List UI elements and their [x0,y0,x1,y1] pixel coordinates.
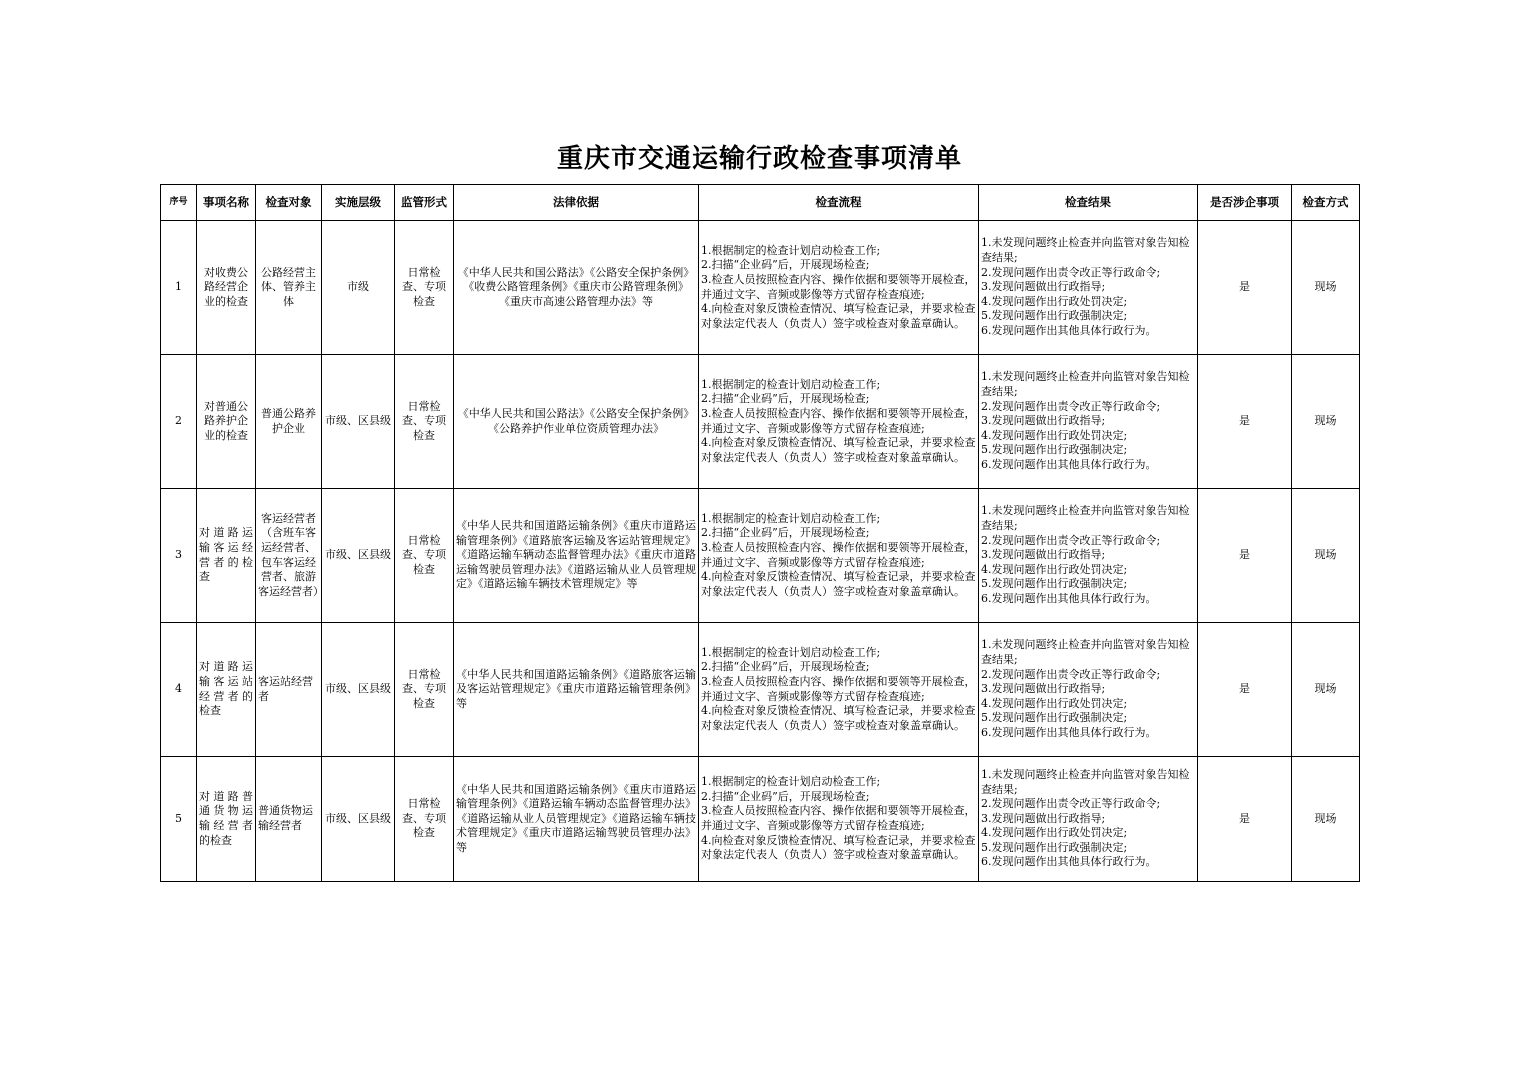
result-item: 5.发现问题作出行政强制决定; [981,840,1128,854]
result-item: 6.发现问题作出其他具体行政行为。 [981,855,1157,869]
row-name: 对普通公路养护企业的检查 [197,355,256,489]
row-process [699,221,979,355]
row-result [979,221,1198,355]
row-name: 对道路运输客运经营者的检查 [197,489,256,623]
process-step: 4.向检查对象反馈检查情况、填写检查记录，并要求检查对象法定代表人（负责人）签字或检查对象盖章确认。 [701,570,976,598]
process-step: 1.根据制定的检查计划启动检查工作; [701,645,881,659]
result-item: 2.发现问题作出责令改正等行政命令; [981,399,1161,413]
row-form: 日常检查、专项检查 [395,757,454,882]
row-basis: 《中华人民共和国道路运输条例》《重庆市道路运输管理条例》《道路旅客运输及客运站管理规定》《道路运输车辆动态监督管理办法》《重庆市道路运输驾驶员管理办法》《道路运输从业人员管理规定》《道路运输车辆技术管理规定》等 [454,489,699,623]
process-step: 4.向检查对象反馈检查情况、填写检查记录，并要求检查对象法定代表人（负责人）签字或检查对象盖章确认。 [701,833,976,862]
row-no: 3 [161,489,197,623]
row-target: 客运经营者（含班车客运经营者、包车客运经营者、旅游客运经营者） [256,489,322,623]
header-form: 监管形式 [395,185,454,221]
row-form: 日常检查、专项检查 [395,489,454,623]
header-no: 序号 [161,185,197,221]
process-step: 4.向检查对象反馈检查情况、填写检查记录，并要求检查对象法定代表人（负责人）签字或检查对象盖章确认。 [701,302,976,330]
row-target: 普通公路养护企业 [256,355,322,489]
table-header-row [161,185,1360,221]
row-no: 1 [161,221,197,355]
result-item: 4.发现问题作出行政处罚决定; [981,562,1128,576]
row-name: 对收费公路经营企业的检查 [197,221,256,355]
row-basis: 《中华人民共和国道路运输条例》《道路旅客运输及客运站管理规定》《重庆市道路运输管理条例》等 [454,623,699,757]
row-form: 日常检查、专项检查 [395,221,454,355]
row-level: 市级、区县级 [322,355,395,489]
table-row [161,221,1360,355]
row-target: 普通货物运输经营者 [256,757,322,882]
row-enterprise: 是 [1198,221,1292,355]
result-item: 4.发现问题作出行政处罚决定; [981,696,1128,710]
result-item: 5.发现问题作出行政强制决定; [981,711,1128,725]
row-result [979,623,1198,757]
row-enterprise: 是 [1198,623,1292,757]
process-step: 2.扫描“企业码”后，开展现场检查; [701,660,870,674]
process-step: 2.扫描“企业码”后，开展现场检查; [701,258,870,272]
row-enterprise: 是 [1198,757,1292,882]
result-item: 4.发现问题作出行政处罚决定; [981,428,1128,442]
result-item: 6.发现问题作出其他具体行政行为。 [981,725,1157,739]
row-method: 现场 [1292,757,1360,882]
table-row [161,489,1360,623]
row-name: 对道路运输客运站经营者的检查 [197,623,256,757]
result-item: 2.发现问题作出责令改正等行政命令; [981,667,1161,681]
table-row [161,623,1360,757]
result-item: 3.发现问题做出行政指导; [981,548,1106,562]
header-result: 检查结果 [979,185,1198,221]
row-form: 日常检查、专项检查 [395,355,454,489]
process-step: 1.根据制定的检查计划启动检查工作; [701,775,881,789]
row-target: 公路经营主体、管养主体 [256,221,322,355]
header-basis: 法律依据 [454,185,699,221]
process-step: 4.向检查对象反馈检查情况、填写检查记录，并要求检查对象法定代表人（负责人）签字或检查对象盖章确认。 [701,436,976,464]
header-name: 事项名称 [197,185,256,221]
inspection-items-table [160,184,1360,882]
result-item: 1.未发现问题终止检查并向监管对象告知检查结果; [981,638,1190,667]
row-name: 对道路普通货物运输经营者的检查 [197,757,256,882]
process-step: 2.扫描“企业码”后，开展现场检查; [701,392,870,406]
result-item: 3.发现问题做出行政指导; [981,280,1106,294]
row-result [979,757,1198,882]
row-enterprise: 是 [1198,489,1292,623]
result-item: 2.发现问题作出责令改正等行政命令; [981,797,1161,811]
row-method: 现场 [1292,623,1360,757]
result-item: 1.未发现问题终止检查并向监管对象告知检查结果; [981,370,1190,399]
row-level: 市级、区县级 [322,489,395,623]
row-no: 2 [161,355,197,489]
result-item: 1.未发现问题终止检查并向监管对象告知检查结果; [981,767,1190,796]
process-step: 3.检查人员按照检查内容、操作依据和要领等开展检查，并通过文字、音频或影像等方式留存检查痕迹; [701,272,976,301]
result-item: 4.发现问题作出行政处罚决定; [981,294,1128,308]
row-method: 现场 [1292,355,1360,489]
row-process [699,355,979,489]
result-item: 6.发现问题作出其他具体行政行为。 [981,323,1157,337]
process-step: 1.根据制定的检查计划启动检查工作; [701,511,881,525]
result-item: 5.发现问题作出行政强制决定; [981,577,1128,591]
row-target: 客运站经营者 [256,623,322,757]
header-method: 检查方式 [1292,185,1360,221]
header-enterprise: 是否涉企事项 [1198,185,1292,221]
result-item: 5.发现问题作出行政强制决定; [981,443,1128,457]
header-level: 实施层级 [322,185,395,221]
row-enterprise: 是 [1198,355,1292,489]
result-item: 3.发现问题做出行政指导; [981,414,1106,428]
row-result [979,489,1198,623]
header-process: 检查流程 [699,185,979,221]
row-form: 日常检查、专项检查 [395,623,454,757]
result-item: 3.发现问题做出行政指导; [981,811,1106,825]
row-no: 5 [161,757,197,882]
result-item: 6.发现问题作出其他具体行政行为。 [981,591,1157,605]
row-process [699,489,979,623]
row-level: 市级、区县级 [322,623,395,757]
result-item: 2.发现问题作出责令改正等行政命令; [981,265,1161,279]
result-item: 3.发现问题做出行政指导; [981,682,1106,696]
process-step: 3.检查人员按照检查内容、操作依据和要领等开展检查，并通过文字、音频或影像等方式留存检查痕迹; [701,674,976,703]
result-item: 5.发现问题作出行政强制决定; [981,309,1128,323]
process-step: 2.扫描“企业码”后，开展现场检查; [701,789,870,803]
row-method: 现场 [1292,489,1360,623]
process-step: 1.根据制定的检查计划启动检查工作; [701,243,881,257]
row-no: 4 [161,623,197,757]
process-step: 2.扫描“企业码”后，开展现场检查; [701,526,870,540]
result-item: 1.未发现问题终止检查并向监管对象告知检查结果; [981,236,1190,265]
result-item: 1.未发现问题终止检查并向监管对象告知检查结果; [981,504,1190,533]
row-level: 市级 [322,221,395,355]
row-basis: 《中华人民共和国公路法》《公路安全保护条例》《收费公路管理条例》《重庆市公路管理条例》《重庆市高速公路管理办法》等 [454,221,699,355]
result-item: 6.发现问题作出其他具体行政行为。 [981,457,1157,471]
row-process [699,757,979,882]
row-basis: 《中华人民共和国道路运输条例》《重庆市道路运输管理条例》《道路运输车辆动态监督管理办法》《道路运输从业人员管理规定》《道路运输车辆技术管理规定》《重庆市道路运输驾驶员管理办法》等 [454,757,699,882]
process-step: 3.检查人员按照检查内容、操作依据和要领等开展检查，并通过文字、音频或影像等方式留存检查痕迹; [701,804,976,832]
row-result [979,355,1198,489]
row-process [699,623,979,757]
header-target: 检查对象 [256,185,322,221]
process-step: 1.根据制定的检查计划启动检查工作; [701,377,881,391]
result-item: 2.发现问题作出责令改正等行政命令; [981,533,1161,547]
process-step: 4.向检查对象反馈检查情况、填写检查记录，并要求检查对象法定代表人（负责人）签字或检查对象盖章确认。 [701,704,976,732]
result-item: 4.发现问题作出行政处罚决定; [981,826,1128,840]
row-basis: 《中华人民共和国公路法》《公路安全保护条例》《公路养护作业单位资质管理办法》 [454,355,699,489]
row-level: 市级、区县级 [322,757,395,882]
process-step: 3.检查人员按照检查内容、操作依据和要领等开展检查，并通过文字、音频或影像等方式留存检查痕迹; [701,406,976,435]
table-row [161,355,1360,489]
table-row [161,757,1360,882]
row-method: 现场 [1292,221,1360,355]
process-step: 3.检查人员按照检查内容、操作依据和要领等开展检查，并通过文字、音频或影像等方式留存检查痕迹; [701,540,976,569]
page-title: 重庆市交通运输行政检查事项清单 [556,144,962,174]
